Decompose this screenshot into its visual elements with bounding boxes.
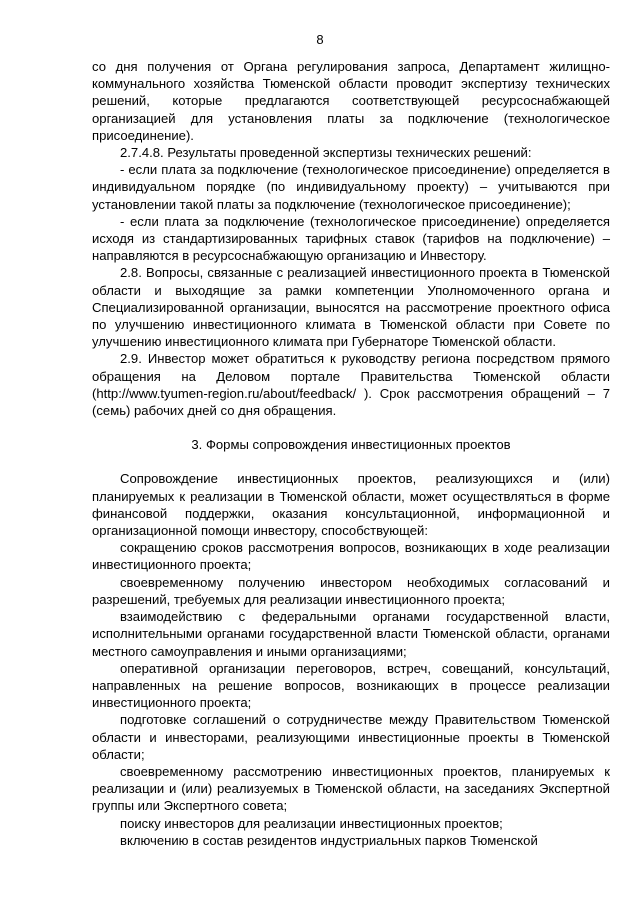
paragraph: 2.9. Инвестор может обратиться к руководству региона посредством прямого обращения на Деловом портале Правительства Тюменской области (http://www.tyumen-region.ru/about/feedback/ ). Срок рассмотрения обращений – 7 (семь) рабочих дней со дня обращения. (92, 351, 610, 419)
list-item: подготовке соглашений о сотрудничестве между Правительством Тюменской области и инвесторами, реализующими инвестиционные проекты в Тюменской области; (92, 712, 610, 762)
list-item: оперативной организации переговоров, встреч, совещаний, консультаций, направленных на решение вопросов, возникающих в процессе реализации инвестиционного проекта; (92, 660, 610, 711)
paragraph: 2.7.4.8. Результаты проведенной экспертизы технических решений: (120, 145, 532, 161)
paragraph: со дня получения от Органа регулирования запроса, Департамент жилищно-коммунального хозяйства Тюменской области проводит экспертизу технических решений, которые предлагаются соответствующей ресурсоснабжающей организацией для установления платы за подключение (технологическое присоединение). (92, 59, 610, 143)
list-item: своевременному рассмотрению инвестиционных проектов, планируемых к реализации и (или) реализуемых в Тюменской области, на заседаниях Экспертной группы или Экспертного совета; (92, 763, 610, 814)
list-item: включению в состав резидентов индустриальных парков Тюменской (120, 832, 538, 848)
paragraph: 2.8. Вопросы, связанные с реализацией инвестиционного проекта в Тюменской области и выходящие за рамки компетенции Уполномоченного органа и Специализированной организации, выносятся на рассмотрение проектного офиса по улучшению инвестиционного климата в Тюменской области при Совете по улучшению инвестиционного климата при Губернаторе Тюменской области. (92, 265, 610, 350)
document-body (92, 58, 610, 849)
paragraph: - если плата за подключение (технологическое присоединение) определяется исходя из стандартизированных тарифных ставок (тарифов на подключение) – направляются в ресурсоснабжающую организацию и Инвестору. (92, 213, 610, 264)
paragraphs-top (92, 58, 610, 419)
list-item: поиску инвесторов для реализации инвестиционных проектов; (120, 815, 503, 831)
list-item: своевременному получению инвестором необходимых согласований и разрешений, требуемых для реализации инвестиционного проекта; (92, 574, 610, 607)
page-number: 8 (316, 32, 324, 47)
list-item: сокращению сроков рассмотрения вопросов, возникающих в ходе реализации инвестиционного проекта; (92, 540, 610, 573)
list-item: взаимодействию с федеральными органами государственной власти, исполнительными органами государственной власти Тюменской области, органами местного самоуправления и иными организациями; (92, 609, 610, 659)
section-heading: 3. Формы сопровождения инвестиционных проектов (191, 437, 511, 453)
paragraph: - если плата за подключение (технологическое присоединение) определяется в индивидуальном порядке (по индивидуальному проекту) – учитываются при установлении такой платы за подключение (технологическое присоединение); (92, 162, 610, 212)
paragraph: Сопровождение инвестиционных проектов, реализующихся и (или) планируемых к реализации в Тюменской области, может осуществляться в форме финансовой поддержки, оказания консультационной, информационной и организационной помощи инвестору, способствующей: (92, 471, 610, 539)
paragraphs-bottom (92, 470, 610, 848)
